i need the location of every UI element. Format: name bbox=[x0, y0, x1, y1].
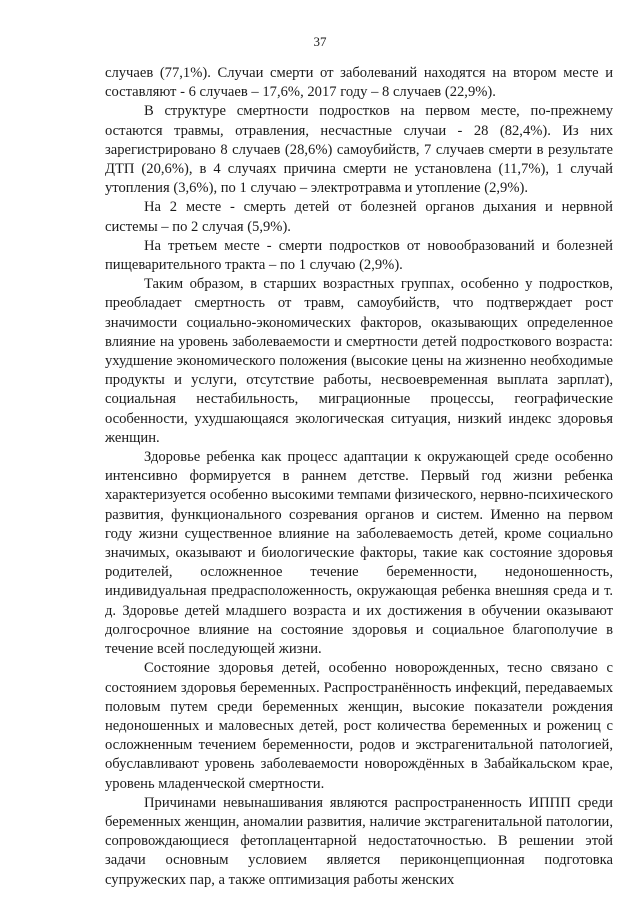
body-text bbox=[105, 64, 613, 890]
paragraph-second-place-respiratory: На 2 месте - смерть детей от болезней органов дыхания и нервной системы – по 2 случая (5,9%). bbox=[105, 199, 613, 235]
paragraph-miscarriage-causes: Причинами невынашивания являются распространенность ИППП среди беременных женщин, аномалии развития, наличие экстрагенитальной патологии, сопровождающиеся фетоплацентарной недостаточностью. В решении этой задачи основным условием является периконцепционная подготовка супружеских пар, а также оптимизация работы женских bbox=[105, 794, 613, 888]
paragraph-child-health-adaptation: Здоровье ребенка как процесс адаптации к окружающей среде особенно интенсивно формируется в раннем детстве. Первый год жизни ребенка характеризуется особенно высокими темпами физического, нервно-психического развития, функционального созревания органов и систем. Именно на первом году жизни существенное влияние на заболеваемость детей, кроме социально значимых, оказывают и биологические факторы, такие как состояние здоровья родителей, осложненное течение беременности, недоношенность, индивидуальная предрасположенность, окружающая ребенка внешняя среда и т. д. Здоровье детей младшего возраста и их достижения в обучении оказывают долгосрочное влияние на состояние здоровья и социальное благополучие в течение всей последующей жизни. bbox=[105, 449, 613, 658]
paragraph-adolescent-mortality-structure: В структуре смертности подростков на первом месте, по-прежнему остаются травмы, отравления, несчастные случаи - 28 (82,4%). Из них зарегистрировано 8 случаев (28,6%) самоубийств, 7 случаев смерти в результате ДТП (20,6%), в 4 случаях причина смерти не установлена (11,7%), 1 случай утопления (3,6%), по 1 случаю – электротравма и утопление (2,9%). bbox=[105, 103, 613, 197]
paragraph-third-place-neoplasms: На третьем месте - смерти подростков от новообразований и болезней пищеварительного тракта – по 1 случаю (2,9%). bbox=[105, 237, 613, 274]
paragraph-socioeconomic-factors: Таким образом, в старших возрастных группах, особенно у подростков, преобладает смертность от травм, самоубийств, что подтверждает рост значимости социально-экономических факторов, оказывающих определенное влияние на уровень заболеваемости и смертности детей подросткового возраста: ухудшение экономического положения (высокие цены на жизненно необходимые продукты и услуги, отсутствие работы, несвоевременная выплата зарплат), социальная нестабильность, миграционные процессы, географические особенности, ухудшающаяся экологическая ситуация, низкий индекс здоровья женщин. bbox=[105, 276, 613, 446]
paragraph-newborn-health: Состояние здоровья детей, особенно новорожденных, тесно связано с состоянием здоровья беременных. Распространённость инфекций, передаваемых половым путем среди беременных женщин, высокие показатели рождения недоношенных и маловесных детей, рост количества беременных и рожениц с осложненным течением беременности, родов и экстрагенитальной патологией, обуславливают уровень заболеваемости новорождённых в Забайкальском крае, уровень младенческой смертности. bbox=[105, 660, 613, 792]
paragraph-mortality-diseases: случаев (77,1%). Случаи смерти от заболеваний находятся на втором месте и составляют - 6 случаев – 17,6%, 2017 году – 8 случаев (22,9%). bbox=[105, 65, 613, 101]
page-number: 37 bbox=[313, 34, 327, 49]
